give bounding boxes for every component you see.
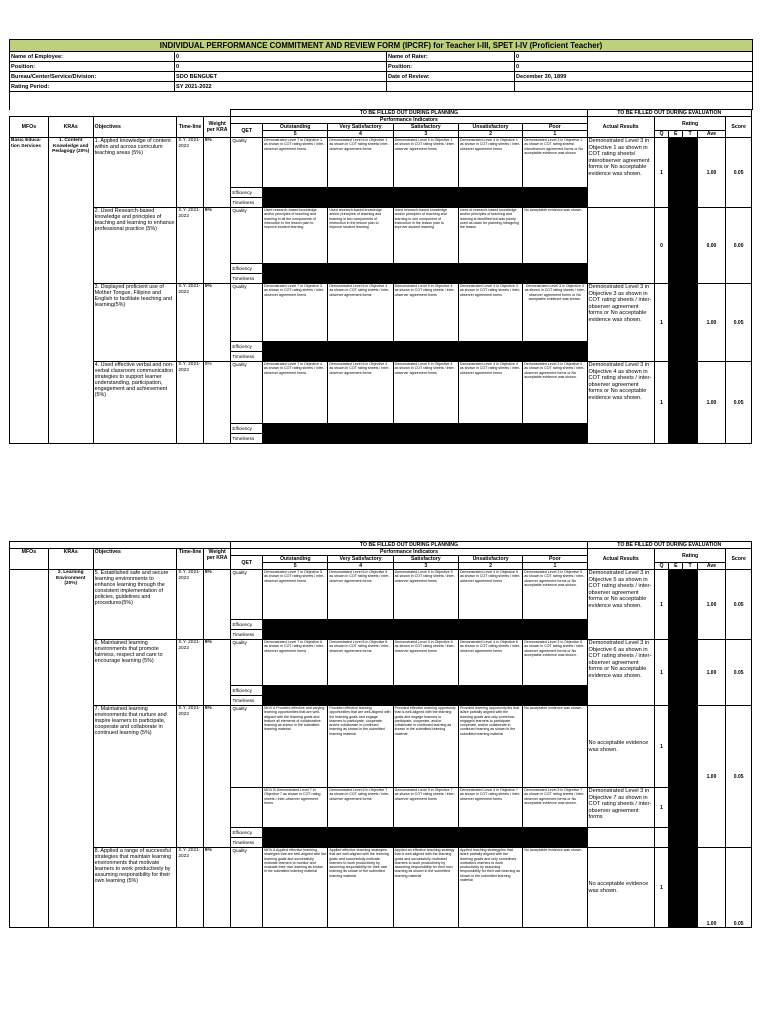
ave-header: Ave — [697, 131, 726, 138]
indicator-4: Demonstrated Level 6 in Objective 7 as shown in COT rating sheets / inter-observer agreement forms — [328, 788, 393, 828]
rater-position-label: Position: — [387, 62, 515, 72]
qet-timeliness: Timeliness — [231, 274, 263, 284]
period-value: SY 2021-2022 — [175, 82, 387, 92]
weight-cell: 5% — [203, 284, 231, 362]
indicator-3: Used research-based knowledge and/or principles of teaching and learning in one component of instruction in the lesson plan to improve student learning — [393, 208, 458, 264]
table-row — [10, 284, 752, 342]
indicator-3: Demonstrated Level 5 in Objective 4 as shown in COT rating sheets / inter-observer agreement forms — [393, 284, 458, 342]
table-row — [10, 640, 752, 686]
indicator-1: Demonstrated Level 3 in Objective 6 as shown in COT rating sheets / inter-observer agreement forms or No acceptable evidence was shown. — [523, 640, 587, 686]
indicator-1: Demonstrated Level 3 in Objective 7 as shown in COT rating sheets / inter-observer agreement forms or No acceptable evidence was shown. — [523, 788, 587, 828]
name-value: 0 — [175, 52, 387, 62]
objective-cell: 4. Used effective verbal and non-verbal classroom communication strategies to support learner understanding, participation, engagement and achievement (5%) — [93, 362, 177, 444]
timeline-header: Time-line — [177, 549, 204, 570]
actual-result: Demonstrated Level 3 in Objective 7 as shown in COT rating sheets / inter-observer agreement forms — [587, 788, 654, 828]
shaded-cell — [263, 828, 587, 838]
weight-cell: 5% — [203, 706, 231, 848]
mfos-header: MFOs — [10, 549, 49, 570]
shaded-cell — [263, 686, 587, 696]
actual-result: No acceptable evidence was shown. — [587, 706, 654, 788]
indicator-1: No acceptable evidence was shown. — [523, 208, 587, 264]
objective-cell: 5. Established safe and secure learning environments to enhance learning through the consistent implementation of policies, guidelines and procedures(5%) — [93, 570, 177, 640]
weight-cell: 5% — [203, 640, 231, 706]
shaded-cell — [263, 342, 587, 352]
indicator-3: Demonstrated Level 5 in Objective 1 as shown in COT rating sheets / inter-observer agreement forms — [393, 138, 458, 188]
weight-header: Weight per KRA — [203, 549, 231, 570]
actual-result — [587, 208, 654, 284]
objective-cell: 7. Maintained learning environments that nurture and inspire learners to participate, cooperate and collaborate in continued learning (5%) — [93, 706, 177, 848]
qet-timeliness: Timeliness — [231, 352, 263, 362]
indicator-3: Demonstrated Level 5 in Objective 5 as shown in COT rating sheets / inter-observer agreement forms — [393, 570, 458, 620]
rating-ave: 1.00 — [697, 640, 726, 706]
indicator-4: Demonstrated Level 6 in Objective 5 as shown in COT rating sheets / inter-observer agreement forms — [328, 570, 393, 620]
objectives-header: Objectives — [93, 117, 177, 138]
qet-timeliness: Timeliness — [231, 630, 263, 640]
position-value: 0 — [175, 62, 387, 72]
rating-ave: 1.00 — [697, 706, 726, 848]
indicator-5: Demonstrated Level 7 in Objective 5 as shown in COT rating sheets / inter-observer agreement forms — [263, 570, 328, 620]
score-cell: 0.05 — [726, 706, 752, 848]
indicator-3: Demonstrated Level 5 in Objective 7 as shown in COT rating sheets / inter-observer agreement forms — [393, 788, 458, 828]
position-label: Position: — [10, 62, 175, 72]
timeline-cell: S.Y. 2021-2022 — [177, 570, 204, 640]
kras-header: KRAs — [48, 549, 93, 570]
unsat-header: Unsatisfactory — [458, 124, 522, 131]
shaded-cell — [263, 188, 587, 198]
actual-result: No acceptable evidence was shown. — [587, 848, 654, 928]
mfo-cell — [10, 570, 49, 928]
rater-value: 0 — [515, 52, 753, 62]
vs-header: Very Satisfactory — [328, 124, 393, 131]
shaded-cell — [263, 274, 587, 284]
rating-q: 1 — [654, 138, 668, 208]
q-header: Q — [654, 563, 668, 570]
planning-header: TO BE FILLED OUT DURING PLANNING — [231, 110, 587, 117]
level-4: 4 — [328, 563, 393, 570]
kra-table-2 — [9, 541, 752, 928]
indicator-3: Applied an effective teaching strategy that is well-aligned with the learning goals and successfully motivates learners to work productively by assuming responsibility for their own learning as shown in the submitted learning material — [393, 848, 458, 928]
qet-efficiency: Efficiency — [231, 342, 263, 352]
level-4: 4 — [328, 131, 393, 138]
indicator-3: Provided effective learning opportunity that is well-aligned with the learning goals and engage learners to participate, cooperate, and/or collaborate in continued learning as shown in the submitted learning material — [393, 706, 458, 788]
indicator-4: Demonstrated Level 6 in Objective 1 as shown in COT rating sheets/ inter-observer agreement forms — [328, 138, 393, 188]
shaded-cell — [263, 838, 587, 848]
score-cell: 0.05 — [726, 362, 752, 444]
level-1: 1 — [523, 563, 587, 570]
indicator-5: MOV B Demonstrated Level 7 in Objective 7 as shown in COT rating sheets / inter-observer agreement forms — [263, 788, 328, 828]
shaded-cell — [263, 620, 587, 630]
objective-cell: 2. Used Research-based knowledge and principles of teaching and learning to enhance professional practice (5%) — [93, 208, 177, 284]
qet-quality: Quality — [231, 138, 263, 188]
evaluation-header: TO BE FILLED OUT DURING EVALUATION — [587, 110, 751, 117]
perf-header: Performance Indicators — [231, 117, 587, 124]
rating-q: 1 — [654, 570, 668, 640]
actual-result: Demonstrated Level 3 in Objective 1 as shown in COT rating sheets/ interobserver agreement forms or No acceptable evidence was shown. — [587, 138, 654, 208]
score-cell: 0.00 — [726, 208, 752, 284]
bureau-label: Bureau/Center/Service/Division: — [10, 72, 175, 82]
shaded-cell — [263, 352, 587, 362]
weight-cell: 5% — [203, 138, 231, 208]
qet-quality: Quality — [231, 640, 263, 686]
objective-cell: 6. Maintained learning environments that promote fairness, respect and care to encourage learning (5%) — [93, 640, 177, 706]
qet-quality: Quality — [231, 706, 263, 788]
rating-header: Rating — [654, 117, 725, 131]
indicator-5: Demonstrated Level 7 in Objective 1 as shown in COT rating sheets / inter-observer agreement forms — [263, 138, 328, 188]
actual-result: Demonstrated Level 3 in Objective 4 as shown in COT rating sheets / inter-observer agreement forms or No acceptable evidence was shown. — [587, 362, 654, 444]
indicator-4: Used research-based knowledge and/or principles of teaching and learning in two components of instruction in the lesson plan to improve student learning — [328, 208, 393, 264]
indicator-4: Provided effective learning opportunities that are well-aligned with the learning goals and engage learners to participate, cooperate, and/or collaborate in continued learning as shown in the submitted learning material — [328, 706, 393, 788]
indicator-2: Demonstrated Level 4 in Objective 5 as shown in COT rating sheets / inter-observer agreement forms — [458, 570, 522, 620]
indicator-5: Used research-based knowledge and/or principles of teaching and learning in all the components of instruction in the lesson plan to improve student learning — [263, 208, 328, 264]
actual-header: Actual Results — [587, 549, 654, 570]
review-label: Date of Review: — [387, 72, 515, 82]
qet-quality: Quality — [231, 208, 263, 264]
qet-efficiency: Efficiency — [231, 620, 263, 630]
qet-quality: Quality — [231, 848, 263, 928]
actual-result: Demonstrated Level 3 in Objective 6 as shown in COT rating sheets / inter-observer agreement forms or No acceptable evidence was shown. — [587, 640, 654, 706]
form-title: INDIVIDUAL PERFORMANCE COMMITMENT AND REVIEW FORM (IPCRF) for Teacher I-III, SPET I-IV (Proficient Teacher) — [10, 40, 753, 52]
rating-e-shaded — [669, 570, 683, 928]
rating-q: 1 — [654, 788, 668, 828]
name-label: Name of Employee: — [10, 52, 175, 62]
ave-header: Ave — [697, 563, 726, 570]
indicator-1: Demonstrated Level 3 in Objective 1 as shown in COT rating sheets/ interobserver agreement forms or No acceptable evidence was shown — [523, 138, 587, 188]
score-cell: 0.05 — [726, 138, 752, 208]
indicator-4: Demonstrated Level 6 in Objective 4 as shown in COT rating sheets / inter-observer agreement forms — [328, 284, 393, 342]
rating-ave: 1.00 — [697, 362, 726, 444]
rater-position-value: 0 — [515, 62, 753, 72]
ipcrf-page-2 — [9, 541, 752, 928]
rating-t-shaded — [683, 138, 697, 444]
rating-ave: 1.00 — [697, 138, 726, 208]
indicator-2: Demonstrated Level 4 in Objective 3 as shown in COT rating sheets / inter-observer agreement forms — [458, 284, 522, 342]
weight-cell: 5% — [203, 570, 231, 640]
e-header: E — [669, 563, 683, 570]
rating-q: 1 — [654, 640, 668, 706]
kra-table-1 — [9, 109, 752, 444]
timeline-cell: S.Y. 2021-2022 — [177, 284, 204, 362]
score-cell: 0.05 — [726, 570, 752, 640]
actual-result: Demonstrated Level 3 in Objective 5 as shown in COT rating sheets / inter-observer agreement forms or No acceptable evidence was shown. — [587, 570, 654, 640]
kras-header: KRAs — [48, 117, 93, 138]
indicator-5: Demonstrated Level 7 in Objective 3 as shown in COT rating sheets / inter-observer agreement forms — [263, 284, 328, 342]
shaded-cell — [263, 696, 587, 706]
rating-e-shaded — [669, 138, 683, 444]
weight-cell: 5% — [203, 848, 231, 928]
planning-header: TO BE FILLED OUT DURING PLANNING — [231, 542, 587, 549]
bureau-value: SDO BENGUET — [175, 72, 387, 82]
rating-t-shaded — [683, 570, 697, 928]
ipcrf-page-1 — [9, 39, 752, 444]
timeline-header: Time-line — [177, 117, 204, 138]
rating-q: 1 — [654, 284, 668, 362]
qet-header: QET — [231, 556, 263, 570]
objectives-header: Objectives — [93, 549, 177, 570]
table-row — [10, 138, 752, 188]
mfo-cell: Basic Educa-tion Services — [10, 138, 49, 444]
timeline-cell: S.Y. 2021-2022 — [177, 208, 204, 284]
indicator-5: MOV A Applied effective teaching strategies that are well-aligned with the learning goals and successfully motivate learners to monitor and evaluate their own learning as shown in the submitted learning material — [263, 848, 328, 928]
score-header: Score — [726, 549, 752, 570]
unsat-header: Unsatisfactory — [458, 556, 522, 563]
shaded-cell — [263, 198, 587, 208]
rating-ave: 1.00 — [697, 284, 726, 362]
actual-header: Actual Results — [587, 117, 654, 138]
qet-efficiency: Efficiency — [231, 188, 263, 198]
level-5: 5 — [263, 131, 328, 138]
indicator-1: Demonstrated Level 3 in Objective 5 as shown in COT rating sheets / inter-observer agreement forms or No acceptable evidence was shown. — [523, 570, 587, 620]
rating-header: Rating — [654, 549, 725, 563]
indicator-2: Used of research-based knowledge and/or principles of teaching and learning is identified but was poorly used as basis for planning /designing the lesson — [458, 208, 522, 264]
qet-efficiency: Efficiency — [231, 828, 263, 838]
qet-quality: Quality — [231, 284, 263, 342]
e-header: E — [669, 131, 683, 138]
qet-efficiency: Efficiency — [231, 264, 263, 274]
perf-header: Performance Indicators — [231, 549, 587, 556]
level-2: 2 — [458, 131, 522, 138]
table-row — [10, 706, 752, 788]
t-header: T — [683, 131, 697, 138]
vs-header: Very Satisfactory — [328, 556, 393, 563]
score-cell: 0.05 — [726, 284, 752, 362]
poor-header: Poor — [523, 124, 587, 131]
indicator-2: Demonstrated Level 4 in Objective 4 as shown in COT rating sheets / inter-observer agreement forms — [458, 362, 522, 424]
indicator-2: Demonstrated Level 4 in Objective 6 as shown in COT rating sheets / inter-observer agreement forms — [458, 640, 522, 686]
timeline-cell: S.Y. 2021-2022 — [177, 138, 204, 208]
qet-quality: Quality — [231, 570, 263, 620]
indicator-3: Demonstrated Level 5 in Objective 6 as shown in COT rating sheets / inter-observer agreement forms — [393, 640, 458, 686]
q-header: Q — [654, 131, 668, 138]
timeline-cell: S.Y. 2021-2022 — [177, 362, 204, 444]
level-3: 3 — [393, 563, 458, 570]
qet-header: QET — [231, 124, 263, 138]
outstanding-header: Outstanding — [263, 556, 328, 563]
qet-timeliness: Timeliness — [231, 198, 263, 208]
review-value: December 30, 1899 — [515, 72, 753, 82]
indicator-5: Demonstrated Level 7 in Objective 4 as shown in COT rating sheets / inter-observer agreement forms — [263, 362, 328, 424]
indicator-2: Demonstrated Level 4 in Objective 1 as shown in COT rating sheets / inter-observer agreement forms — [458, 138, 522, 188]
shaded-cell — [263, 434, 587, 444]
qet-quality: Quality — [231, 362, 263, 424]
indicator-1: Demonstrated Level 3 in Objective 3 as shown in COT rating sheets / inter-observer agreement forms or No acceptable evidence was shown. — [523, 284, 587, 342]
rating-q: 0 — [654, 208, 668, 284]
objective-cell: 3. Displayed proficient use of Mother Tongue, Filipino and English to facilitate teaching and learning(5%) — [93, 284, 177, 362]
sat-header: Satisfactory — [393, 124, 458, 131]
timeline-cell: S.Y. 2021-2022 — [177, 848, 204, 928]
level-5: 5 — [263, 563, 328, 570]
objective-cell: 1. Applied knowledge of content within and across curriculum teaching areas (5%) — [93, 138, 177, 208]
table-row — [10, 570, 752, 620]
mfos-header: MFOs — [10, 117, 49, 138]
timeline-cell: S.Y. 2021-2022 — [177, 706, 204, 848]
indicator-1: Demonstrated Level 3 in Objective 4 as shown in COT rating sheets / inter-observer agreement forms or No acceptable evidence was shown. — [523, 362, 587, 424]
kra-cell: 2. Learning Environment (20%) — [48, 570, 93, 928]
rating-ave: 0.00 — [697, 208, 726, 284]
qet-timeliness: Timeliness — [231, 434, 263, 444]
shaded-cell — [263, 264, 587, 274]
qet-timeliness: Timeliness — [231, 696, 263, 706]
rating-q: 1 — [654, 706, 668, 788]
indicator-2: Applied teaching strategy/ies that is/are partially aligned with the learning goal/s and only sometimes motivate/s learners to work productively by assuming responsibility for their own learning as shown in the submitted learning material — [458, 848, 522, 928]
shaded-cell — [263, 424, 587, 434]
table-row — [10, 362, 752, 424]
level-2: 2 — [458, 563, 522, 570]
indicator-4: Demonstrated Level 6 in Objective 4 as shown in COT rating sheets / inter-observer agreement forms — [328, 362, 393, 424]
indicator-2: Demonstrated Level 4 in Objective 7 as shown in COT rating sheets / inter-observer agreement forms — [458, 788, 522, 828]
indicator-4: Demonstrated Level 6 in Objective 6 as shown in COT rating sheets / inter-observer agreement forms — [328, 640, 393, 686]
indicator-2: Provided learning opportunity/ies that is/are partially aligned with the learning goal/s and only somehow engage/s learners to participate, cooperate, and/or collaborate in continued learning as shown in the submitted learning material — [458, 706, 522, 788]
qet-timeliness: Timeliness — [231, 838, 263, 848]
indicator-3: Demonstrated Level 5 in Objective 4 as shown in COT rating sheets / inter-observer agreement forms — [393, 362, 458, 424]
score-cell: 0.05 — [726, 640, 752, 706]
poor-header: Poor — [523, 556, 587, 563]
level-1: 1 — [523, 131, 587, 138]
qet-efficiency: Efficiency — [231, 424, 263, 434]
indicator-4: Applied effective teaching strategies that are well-aligned with the learning goals and successfully motivate learners to work productively by assuming responsibility for their own learning as shown in the submitted learning material — [328, 848, 393, 928]
rating-q: 1 — [654, 848, 668, 928]
rating-ave: 1.00 — [697, 570, 726, 640]
level-3: 3 — [393, 131, 458, 138]
indicator-1: No acceptable evidence was shown. — [523, 706, 587, 788]
outstanding-header: Outstanding — [263, 124, 328, 131]
sat-header: Satisfactory — [393, 556, 458, 563]
indicator-5: MOV A Provided effective and varying learning opportunities that are well-aligned with the learning goals and feature all elements of collaborative learning as shown in the submitted learning material — [263, 706, 328, 788]
weight-cell: 5% — [203, 208, 231, 284]
timeline-cell: S.Y. 2021-2022 — [177, 640, 204, 706]
period-label: Rating Period: — [10, 82, 175, 92]
rating-q: 1 — [654, 362, 668, 444]
score-cell: 0.05 — [726, 848, 752, 928]
indicator-1: No acceptable evidence was shown. — [523, 848, 587, 928]
rater-label: Name of Rater: — [387, 52, 515, 62]
t-header: T — [683, 563, 697, 570]
indicator-5: Demonstrated Level 7 in Objective 6 as shown in COT rating sheets / inter-observer agreement forms — [263, 640, 328, 686]
evaluation-header: TO BE FILLED OUT DURING EVALUATION — [587, 542, 751, 549]
qet-efficiency: Efficiency — [231, 686, 263, 696]
objective-cell: 8. Applied a range of successful strategies that maintain learning environments that motivate learners to work productively by assuming responsibility for their own learning (5%) — [93, 848, 177, 928]
weight-cell: 5% — [203, 362, 231, 444]
employee-info-table — [9, 39, 753, 110]
table-row — [10, 848, 752, 928]
weight-header: Weight per KRA — [203, 117, 231, 138]
kra-cell: 1. Content Knowledge and Pedagogy (20%) — [48, 138, 93, 444]
actual-result: Demonstrated Level 3 in Objective 3 as shown in COT rating sheets / inter-observer agreement forms or No acceptable evidence was shown. — [587, 284, 654, 362]
score-header: Score — [726, 117, 752, 138]
shaded-cell — [263, 630, 587, 640]
table-row — [10, 208, 752, 264]
rating-ave: 1.00 — [697, 848, 726, 928]
